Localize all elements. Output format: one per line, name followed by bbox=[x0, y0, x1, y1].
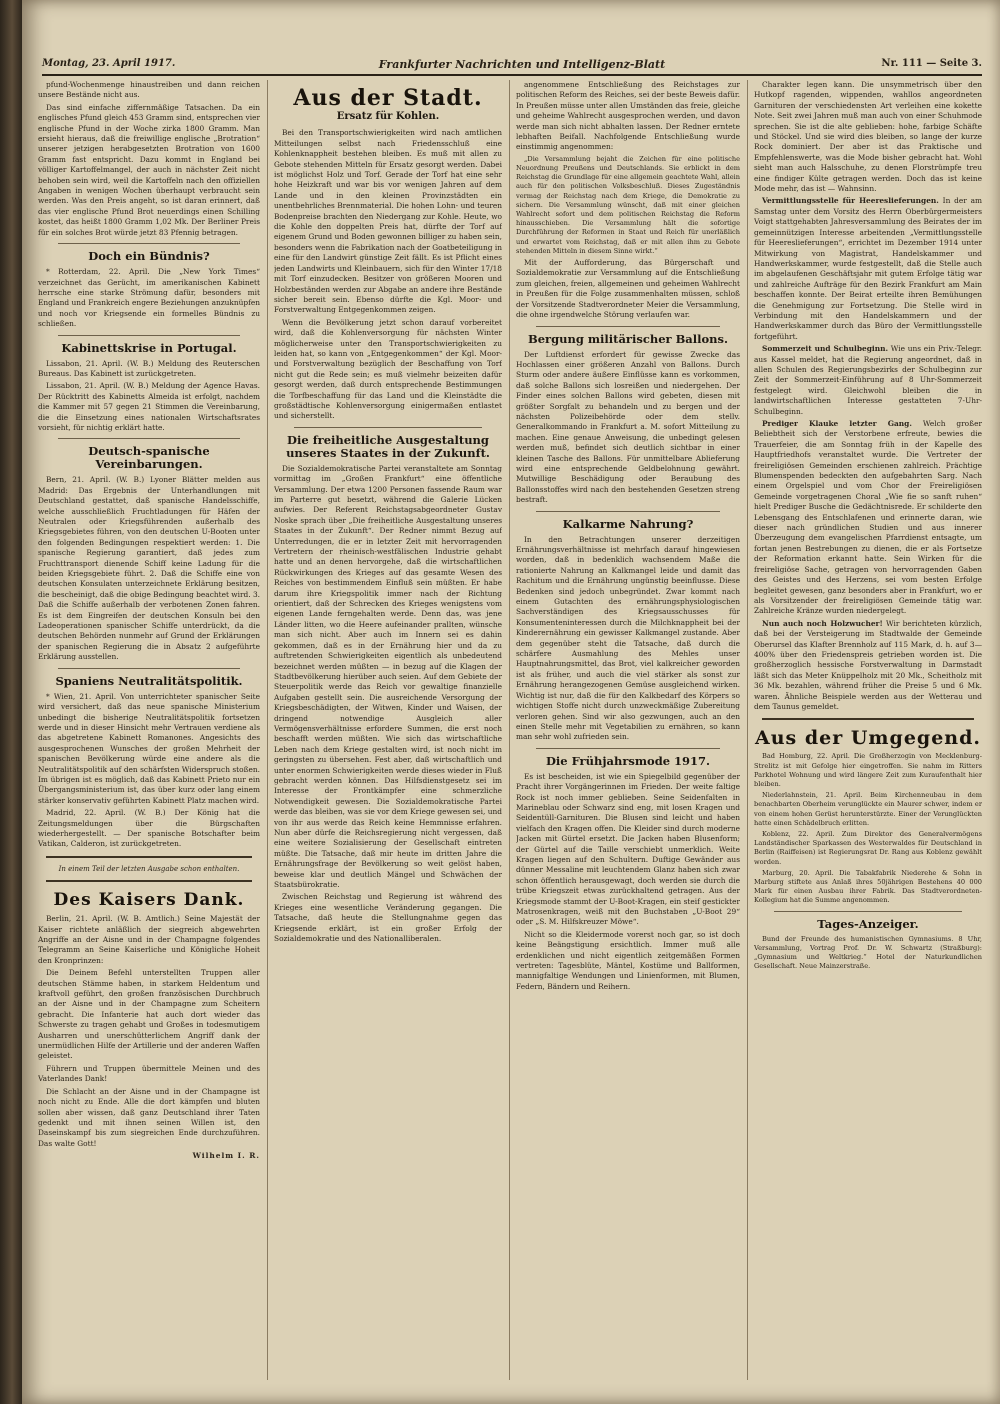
article-text-kaiser-2: Die Deinem Befehl unterstellten Truppen aller deutschen Stämme haben, in starkem Heldentum und kraftvoll geführt, den großen französischen Durchbruch an der Aisne und in der Champagne zum Scheitern gebracht. Die Infanterie hat auch dort wieder das Schwerste zu tragen gehabt und Großes in todesmutigem Ausharren und unerschütterlichem Angriff dank der unermüdlichen Hilfe der Artillerie und der anderen Waffen geleistet. bbox=[38, 968, 260, 1061]
separator bbox=[294, 427, 482, 428]
article-title-spanisch: Deutsch-spanische Vereinbarungen. bbox=[88, 444, 210, 472]
article-text-ballon: Der Luftdienst erfordert für gewisse Zwecke das Hochlassen einer größeren Anzahl von Ballons. Durch Sturm oder andere äußere Einflüsse kann es vorkommen, daß solche Ballons sich losreißen und niedergehen. Der Finder eines solchen Ballons wird gebeten, diesen mit größter Sorgfalt zu behandeln und zu bergen und der nächsten Polizeibehörde oder dem stellv. Generalkommando in Frankfurt a. M. sofort Mitteilung zu machen. Eine genaue Anweisung, die unbedingt gelesen werden muß, befindet sich deutlich sichtbar in einer kleinen Tasche des Ballons. Für unmittelbare Ablieferung wird eine entsprechende Geldbelohnung gewährt. Mutwillige Beschädigung oder Beraubung des Ballonsstoffes wird nach den bestehenden Gesetzen streng bestraft. bbox=[516, 349, 740, 505]
header-masthead: Frankfurter Nachrichten und Intelligenz-Blatt bbox=[378, 58, 666, 71]
article-text-portugal-1: Lissabon, 21. April. (W. B.) Meldung des Reuterschen Bureaus. Das Kabinett ist zurückgetreten. bbox=[38, 358, 260, 378]
separator bbox=[536, 748, 720, 749]
article-text-staat-1: Die Sozialdemokratische Partei veranstaltete am Sonntag vormittag im „Großen Frankfurt“ eine öffentliche Versammlung. Der etwa 1200 Personen fassende Raum war im Parterre gut besetzt, während die Galerie Lücken aufwies. Der Referent Reichstagsabgeordneter Gustav Noske sprach über „Die freiheitliche Ausgestaltung unseres Staates in der Zukunft“. Der Redner nimmt Bezug auf Unterredungen, die er in letzter Zeit mit hervorragenden Vertretern der rheinisch-westfälischen Industrie gehabt hatte und an denen hervorgehe, daß die wirtschaftlichen Rückwirkungen des Krieges auf das gesamte Wesen des Reiches von bestimmendem Einfluß sein müßten. Er habe darum ihre Kriegspolitik immer nach der Richtung orientiert, daß der Schrecken des Krieges wenigstens vom eigenen Lande ferngehalten werde. Denn das, was jene Länder litten, wo die Heere aufeinander prallten, wünsche man sich nicht. Aber auch im Innern sei es dahin gekommen, daß es in der Ernährung hier und da zu auftretenden Schwierigkeiten eigentlich als unbedeutend bezeichnet werden müßten — in bezug auf die Klagen der Stadtbevölkerung hierüber auch seien. Auf dem Gebiete der Steuerpolitik werde das Reich vor gewaltige finanzielle Aufgaben gestellt sein. Die ausreichende Versorgung der Kriegsbeschädigten, der Witwen, Kinder und Waisen, der dringend notwendige Ausgleich aller Vermögensverhältnisse erfordere Summen, die erst noch beschafft werden müßten. Wie sich das wirtschaftliche Leben nach dem Kriege gestalten wird, ist noch nicht im geringsten zu übersehen. Fest aber, daß wirtschaftlich und unter enormen Schwierigkeiten werde dieses wieder in Fluß gebracht werden können. Das Hilfsdienstgesetz sei im Interesse der Frontkämpfer eine schmerzliche Notwendigkeit gewesen. Die Sozialdemokratische Partei werde das bleiben, was sie vor dem Kriege gewesen sei, und von ihr aus werde das Reich keine Hemmnisse erfahren. Nun aber dürfe die Reichsregierung nicht vergessen, daß eine weitere Sozialisierung der Gesellschaft eintreten müßte. Die Tatsache, daß mir heute im dritten Jahre die Ernährungsfrage der Bevölkerung so weit gelöst haben, beweise klar und deutlich Mängel und Schwächen der Staatsbürokratie. bbox=[274, 463, 502, 890]
article-text-klauke: Welch großer Beliebtheit sich der Verstorbene erfreute, bewies die Trauerfeier, die am Sonntag früh in der Kapelle des Hauptfriedhofs veranstaltet wurde. Die Vertreter der freireligiösen Gemeinden erschienen zahlreich. Prächtige Blumenspenden bedeckten den aufgebahrten Sarg. Nach einem Orgelspiel und vom Chor der Freireligiösen Gemeinde vorgetragenen Choral „Wie fie so sanft ruhen“ hielt Prediger Busche die Gedächtnisrede. Er schilderte den Lebensgang des Entschlafenen und erinnerte daran, wie dieser nach gründlichen Studien und aus innerer Überzeugung dem evangelischen Pfarrdienst entsagte, um fortan jenen Bestrebungen zu dienen, die er als Fortsetze der Reformation erkannt hatte. Sein Wirken für die freireligiöse Sache, getragen von hervorragenden Gaben des Geistes und des Herzens, sei vom besten Erfolge begleitet gewesen, ganz besonders aber in Frankfurt, wo er als Vorsitzender der freireligiösen Gemeinde tätig war. Zahlreiche Kränze wurden niedergelegt. bbox=[754, 419, 982, 616]
article-title-staat: Die freiheitliche Ausgestaltung unseres Staates in der Zukunft. bbox=[286, 432, 490, 460]
article-text-spanien-2: Madrid, 22. April. (W. B.) Der König hat die Zeitungsmeldungen über die Bürgschaften wiederhergestellt. — Der spanische Botschafter beim Vatikan, Calderon, ist zurückgetreten. bbox=[38, 808, 260, 849]
article-title-spanien: Spaniens Neutralitätspolitik. bbox=[55, 673, 243, 688]
column-rule bbox=[747, 80, 748, 1380]
header-page-number: Nr. 111 — Seite 3. bbox=[881, 58, 982, 69]
article-text-mode-1: Es ist bescheiden, ist wie ein Spiegelbild gegenüber der Pracht ihrer Vorgängerinnen im Frieden. Der weite faltige Rock ist noch immer geblieben. Seine Seidenfalten in Marineblau oder Schwarz sind eng, mit losen Kragen und Seidentüll-Garnituren. Die Blusen sind leicht und haben vielfach den Kragen offen. Die Kleider sind durch moderne Jacken mit Gürtel ersetzt. Die Jacken haben Blusenform; der Gürtel auf die Taille verschiebt unmerklich. Weite Kragen liegen auf den Schultern. Duftige Gewänder aus dünner Messaline mit leuchtendem Glanz haben sich zwar schon öffentlich herausgewagt, doch werden sie durch die trübe Kriegszeit etwas zurückhaltend getragen. Aus der Kriegsmode stammt der U-Boot-Kragen, ein steif gestickter Matrosenkragen, weiß mit den Buchstaben „U-Boot 29“ oder „S. M. Hilfskreuzer Möwe“. bbox=[516, 771, 740, 927]
column-2 bbox=[274, 80, 502, 1380]
article-text-spanien-1: * Wien, 21. April. Von unterrichteter spanischer Seite wird versichert, daß das neue spanische Ministerium unbedingt die bisherige Neutralitätspolitik fortsetzen werde und in dieser Hinsicht mehr Vertrauen verdiene als das abgetretene Kabinett Romanones. Angesichts des ausgesprochenen Wunsches der großen Mehrheit der spanischen Bevölkerung würde eine andere als die Neutralitätspolitik auf den schärfsten Widerspruch stoßen. Im übrigen ist es möglich, daß das Kabinett Prieto nur ein Übergangsministerium ist, das über kurz oder lang einem stärker konservativ geführten Kabinett Platz machen wird. bbox=[38, 691, 260, 805]
article-title-mode: Die Frühjahrsmode 1917. bbox=[545, 753, 711, 768]
header-date: Montag, 23. April 1917. bbox=[42, 58, 176, 69]
edition-note: In einem Teil der letzten Ausgabe schon enthalten. bbox=[58, 864, 240, 873]
article-title-holz: Nun auch noch Holzwucher! bbox=[762, 618, 883, 628]
article-title-klauke: Prediger Klauke letzter Gang. bbox=[762, 419, 912, 428]
col1-intro-1: pfund-Wochenmenge hinaustreiben und dann reichen unsere Bestände nicht aus. bbox=[38, 80, 260, 100]
separator bbox=[536, 326, 720, 327]
article-text-portugal-2: Lissabon, 21. April. (W. B.) Meldung der Agence Havas. Der Rücktritt des Kabinetts Almeida ist erfolgt, nachdem die Kammer mit 57 gegen 21 Stimmen die Vereinbarung, die die Einsetzung eines nationalen Wirtschaftsrates vorsieht, für nichtig erklärt hatte. bbox=[38, 381, 260, 432]
separator bbox=[46, 856, 252, 858]
separator bbox=[58, 243, 240, 244]
umgegend-item: Bad Homburg, 22. April. Die Großherzogin von Mecklenburg-Strelitz ist mit Gefolge hier eingetroffen. Sie nahm im Ritters Parkhotel Wohnung und wird längere Zeit zum Kuraufenthalt hier bleiben. bbox=[754, 752, 982, 788]
col3-text-1: angenommene Entschließung des Reichstages zur politischen Reform des Reiches, sei der beste Beweis dafür. In Preußen müsse unter allen Umständen das freie, gleiche und geheime Wahlrecht ausgesprochen werden, und davon werde man sich nicht abhalten lassen. Der Redner erntete lebhaften Beifall. Nachfolgende Entschließung wurde einstimmig angenommen: bbox=[516, 80, 740, 152]
kaiser-signature: Wilhelm I. R. bbox=[192, 1151, 260, 1161]
article-text-kohlen-2: Wenn die Bevölkerung jetzt schon darauf vorbereitet wird, daß die Kohlenversorgung für nächsten Winter möglicherweise unter den Transportschwierigkeiten zu leiden hat, so kann von „Entgegenkommen“ der Kgl. Moor- und Forstverwaltung bezüglich der Beschaffung von Torf nicht gut die Rede sein; es muß vielmehr beizeiten dafür gesorgt werden, daß durch entsprechende Bestimmungen die Torfbeschaffung für das Land und die Kleinstädte die großstädtische Kohlenversorgung einigermaßen entlastet und sicherstellt. bbox=[274, 317, 502, 421]
section-title-umgegend: Aus der Umgegend. bbox=[755, 727, 981, 750]
article-text-kaiser-4: Die Schlacht an der Aisne und in der Champagne ist noch nicht zu Ende. Alle die dort kämpfen und bluten sollen aber wissen, daß ganz Deutschland ihrer Taten gedenkt und mit ihnen seinen Willen ist, den Daseinskampf bis zum siegreichen Ende durchzuführen. Das walte Gott! bbox=[38, 1086, 260, 1148]
article-text-buendnis: * Rotterdam, 22. April. Die „New York Times“ verzeichnet das Gerücht, im amerikanischen Kabinett herrsche eine starke Strömung dafür, besonders mit England und Frankreich engere Beziehungen anzuknüpfen und noch vor Kriegsende ein formelles Bündnis zu schließen. bbox=[38, 267, 260, 329]
article-title-kaiser: Des Kaisers Dank. bbox=[53, 890, 245, 911]
column-3 bbox=[516, 80, 740, 1380]
article-title-ballon: Bergung militärischer Ballons. bbox=[527, 331, 728, 346]
article-text-nahrung: In den Betrachtungen unserer derzeitigen Ernährungsverhältnisse ist mehrfach darauf hingewiesen worden, daß in bedenklich wachsendem Maße die rationierte Nahrung an Kalkmangel leide und damit das Rachitum und die Ernährung ungünstig beeinflusse. Diese Bedenken sind jedoch unbegründet. Zwar kommt nach einem Gutachten des ernährungsphysiologischen Sachverständigen des Kriegsausschusses für Konsumenteninteressen durch die Milchknappheit bei der Kinderernährung ein gewisser Kalkmangel zustande. Aber dem gegenüber steht die Tatsache, daß durch die schärfere Ausmahlung des Mehles unser Hauptnahrungsmittel, das Brot, viel kalkreicher geworden ist als früher, und auch die viel stärker als sonst zur Ernährung herangezogenen Gemüse ausgleichend wirken. Wichtig ist nur, daß die für den Kalkbedarf des Körpers so wichtigen Stoffe nicht durch unzweckmäßige Zubereitung verloren gehen. Sind wir also gezwungen, auch an den einen Stelle mehr mit Vegetabilien zu ernähren, so kann man sehr wohl zufrieden sein. bbox=[516, 534, 740, 742]
article-text-mode-2: Nicht so die Kleidermode vorerst noch gar, so ist doch keine Beängstigung ersichtlich. Immer muß alle erdenklichen und nicht eigentlich zeitgemäßen Formen vertreten: Tagesblüte, Mäntel, Kostüme und Ballformen, mannigfaltige Wendungen und Linienformen, mit Blumen, Federn, Bändern und Reihern. bbox=[516, 929, 740, 991]
column-4 bbox=[754, 80, 982, 1380]
separator bbox=[774, 911, 962, 912]
article-text-kaiser-1: Berlin, 21. April. (W. B. Amtlich.) Seine Majestät der Kaiser richtete anläßlich der siegreich abgewehrten Angriffe an der Aisne und in der Champagne folgendes Telegramm an Seine Kaiserliche und Königliche Hoheit den Kronprinzen: bbox=[38, 914, 260, 965]
umgegend-item: Niederlahnstein, 21. April. Beim Kirchenneubau in dem benachbarten Oberheim verunglückte ein Maurer schwer, indem er von einem hohen Gerüst herunterstürzte. Einer der Verunglückten hatte einen Schädelbruch erlitten. bbox=[754, 791, 982, 827]
col1-intro-2: Das sind einfache ziffernmäßige Tatsachen. Da ein englisches Pfund gleich 453 Gramm sind, entsprechen vier englische Pfund in der Woche zirka 1800 Gramm. Man ersieht hieraus, daß die freiwillige englische „Brotration“ unserer jetzigen herabgesetzten Brotration von 1600 Gramm fast entspricht. Dazu kommt in England bei völliger Kartoffelmangel, der auch in nächster Zeit nicht behoben sein wird, weil die Kartoffeln nach den offiziellen Angaben in wenigen Wochen überhaupt verbraucht sein werden. Was den Preis angeht, so ist daran erinnert, daß das vier englische Pfund Brot neuerdings einen Schilling kostet, das heißt 1800 Gramm 1,02 Mk. Der Berliner Preis für ein solches Brot würde jetzt 83 Pfennig betragen. bbox=[38, 102, 260, 237]
article-text-sommerzeit: Wie uns ein Priv.-Telegr. aus Kassel meldet, hat die Regierung angeordnet, daß in allen Schulen des Regierungsbezirks der Schulbeginn zur Zeit der Sommerzeit-Einführung auf 8 Uhr-Sommerzeit festgelegt wird. Gleichwohl bleiben die in landwirtschaftlichen Interesse gestatteten 7-Uhr-Schulbeginn. bbox=[754, 344, 982, 416]
section-title-tages: Tages-Anzeiger. bbox=[817, 916, 919, 931]
umgegend-item: Marburg, 20. April. Die Tabakfabrik Niederehe & Sohn in Marburg stiftete aus Anlaß ihres 50jährigen Bestehens 40 000 Mark für einen Ausbau ihrer Fabrik. Das Stadtverordneten-Kollegium hat die Summe angenommen. bbox=[754, 868, 982, 905]
page-header bbox=[42, 58, 982, 76]
separator bbox=[762, 718, 974, 720]
separator bbox=[46, 880, 252, 882]
article-holz bbox=[754, 619, 982, 713]
article-text-kohlen-1: Bei den Transportschwierigkeiten wird nach amtlichen Mitteilungen selbst nach Friedensschluß eine Kohlenknappheit bestehen bleiben. Es muß mit allen zu Gebote stehenden Mitteln für Ersatz gesorgt werden. Dabei ist möglichst Holz und Torf. Gerade der Torf hat eine sehr hohe Heizkraft und war bis vor wenigen Jahren auf dem Lande und in den kleinen Provinzstädten ein unentbehrliches Brennmaterial. Die hohen Lohn- und teuren Bodenpreise brachten den Niedergang zur Kohle. Heute, wo die Kohle den doppelten Preis hat, dürfte der Torf auf eigenem Grund und Boden gewonnen billiger zu haben sein, besonders wenn die Fabrikation nach der Goatbeteiligung in eine für den Landwirt günstige Zeit fällt. Es ist Pflicht eines jeden Landwirts und Kleinbauern, sich für den Winter 17/18 mit Torf einzudecken. Besitzer von größeren Mooren und Holzbeständen werden zur Abgabe an andere ihre Bestände sicher bereit sein. Ebenso dürfte die Kgl. Moor- und Forstverwaltung Entgegenkommen zeigen. bbox=[274, 128, 502, 315]
tages-anzeiger-text: Bund der Freunde des humanistischen Gymnasiums. 8 Uhr, Versammlung, Vortrag Prof. Dr. W. Schwartz (Straßburg): „Gymnasium und Weltkrieg.“ Hotel der Naturkundlichen Gesellschaft. Neue Mainzerstraße. bbox=[754, 934, 982, 971]
article-text-holz: Wir berichteten kürzlich, daß bei der Versteigerung im Stadtwalde der Gemeinde Oberursel das Klafter Brennholz auf 115 Mark, d. h. auf 3—400% über den Friedenspreis getrieben worden ist. Die großherzoglich hessische Forstverwaltung in Darmstadt läßt sich das Meter Knüppelholz mit 20 Mk., Scheitholz mit 36 Mk. bezahlen, während früher die Preise 5 und 6 Mk. waren. Ähnliche Beispiele werden aus der Wetterau und dem Taunus gemeldet. bbox=[754, 618, 982, 711]
article-text-spanisch: Bern, 21. April. (W. B.) Lyoner Blätter melden aus Madrid: Das Ergebnis der Unterhandlungen mit Deutschland gestattet, daß spanische Handelsschiffe, welche ausschließlich Fruchtladungen für Häfen der Neutralen oder Kriegsführenden außerhalb des Kriegsgebietes führen, von den deutschen U-Booten unter den folgenden Bedingungen respektiert werden: 1. Die spanische Regierung garantiert, daß jedes zum Fruchttransport dienende Schiff keine Ladung für die beiden Kriegsgebiete führt. 2. Daß die Schiffe eine von deutschen Konsulaten unterzeichnete Erklärung besitzen, die bescheinigt, daß die obige Bedingung beachtet wird. 3. Daß die Schiffe außerhalb der verbotenen Zonen fahren. Es ist dem Eingreifen der deutschen Konsuln bei den Ladeoperationen spanischer Schiffe unterdrückt, da die deutschen Behörden nunmehr auf Grund der Erklärungen der spanischen Regierung die in Absatz 2 aufgeführte Erklärung ausstellen. bbox=[38, 475, 260, 662]
article-title-sommerzeit: Sommerzeit und Schulbeginn. bbox=[762, 344, 889, 354]
col3-text-2: Mit der Aufforderung, das Bürgerschaft und Sozialdemokratie zur Versammlung auf die Entschließung zum gleichen, freien, allgemeinen und geheimen Wahlrecht in Preußen für die Folge zusammenhalten müssen, schloß der Vorsitzende Stadtverordneter Meier die Versammlung, die ohne irgendwelche Störung verlaufen war. bbox=[516, 258, 740, 320]
article-title-nahrung: Kalkarme Nahrung? bbox=[562, 516, 694, 531]
umgegend-item: Koblenz, 22. April. Zum Direktor des Generalvermögens Landständischer Sparkassen des Westerwaldes für Deutschland in Berlin (Raiffeisen) ist Regierungsrat Dr. Rang aus Koblenz gewählt worden. bbox=[754, 830, 982, 866]
column-rule bbox=[509, 80, 510, 1380]
article-klauke bbox=[754, 419, 982, 617]
article-text-staat-2: Zwischen Reichstag und Regierung ist während des Krieges eine wesentliche Veränderung gegangen. Die Tatsache, daß heute die Stellungnahme gegen das Kriegsende erklärt, ist ein großer Erfolg der Sozialdemokratie und des Nationalliberalen. bbox=[274, 892, 502, 944]
col3-resolution: „Die Versammlung bejaht die Zeichen für eine politische Neuordnung Preußens und Deutschlands. Sie erblickt in dem Reichstag die Grundlage für eine allgemein geachtete Wahl, allein auch für den politischen Volksbeschluß. Dieses Zugeständnis vermag der Reichstag nach dem Kriege, die Demokratie zu sichern. Die Versammlung wünscht, daß mit einer gleichen Wahlrecht sofort und dem politischen Reichstag die Reform hinausschieben. Die Versammlung hält die sofortige Durchführung der Reformen in Staat und Reich für unerläßlich und erwartet vom Reichstag, daß er mit allen ihm zu Gebote stehenden Mitteln in diesem Sinne wirkt.“ bbox=[516, 154, 740, 255]
article-text-vermittlung: In der am Samstag unter dem Vorsitz des Herrn Oberbürgermeisters Voigt stattgehabten Jahresversammlung des Beirates der im gemeinnützigen Interesse arbeitenden „Vermittlungsstelle für Heereslieferungen“, errichtet im Dezember 1914 unter Mitwirkung von Magistrat, Handelskammer und Handwerkskammer, wurde festgestellt, daß die Stelle auch im abgelaufenen Geschäftsjahr mit gutem Erfolge tätig war und zahlreiche Aufträge für den Bezirk Frankfurt am Main beschaffen konnte. Der Beirat erteilte ihren Bemühungen die Genehmigung zur Fortsetzung. Die Stelle wird in Verbindung mit den Handelskammern und der Handwerkskammer durch das Büro der Vermittlungsstelle fortgeführt. bbox=[754, 196, 982, 341]
article-title-buendnis: Doch ein Bündnis? bbox=[88, 249, 210, 264]
separator bbox=[536, 511, 720, 512]
col4-intro: Charakter legen kann. Die unsymmetrisch über den Hutkopf ragenden, wippenden, wahllos angeordneten Garnituren der verschiedensten Art verleihen eine kokette Note. Seit zwei Jahren muß man auch von einer Schuhmode sprechen. Sie ist die alte geblieben: hohe, farbige Schäfte und Stöckel. Und sie wird dies bleiben, so lange der kurze Rock dominiert. Der aber ist das Praktische und Empfehlenswerte, was die Mode bisher gebracht hat. Wohl sieht man auch Halsschuhe, zu denen Florstrümpfe treu eine findiger Külte getragen werden. Doch das ist keine Mode mehr, das ist — Wahnsinn. bbox=[754, 80, 982, 194]
column-1 bbox=[38, 80, 260, 1380]
separator bbox=[58, 438, 240, 439]
article-vermittlung bbox=[754, 196, 982, 342]
section-title-stadt: Aus der Stadt. bbox=[293, 85, 483, 111]
column-rule bbox=[267, 80, 268, 1380]
separator bbox=[58, 668, 240, 669]
article-text-kaiser-3: Führern und Truppen übermittele Meinen und des Vaterlandes Dank! bbox=[38, 1063, 260, 1084]
article-title-vermittlung: Vermittlungsstelle für Heereslieferungen. bbox=[762, 196, 939, 206]
article-title-kohlen: Ersatz für Kohlen. bbox=[336, 111, 440, 122]
article-title-portugal: Kabinettskrise in Portugal. bbox=[61, 340, 237, 355]
book-binding bbox=[0, 0, 22, 1404]
separator bbox=[58, 335, 240, 336]
newspaper-page bbox=[22, 0, 1000, 1404]
article-sommerzeit bbox=[754, 344, 982, 417]
